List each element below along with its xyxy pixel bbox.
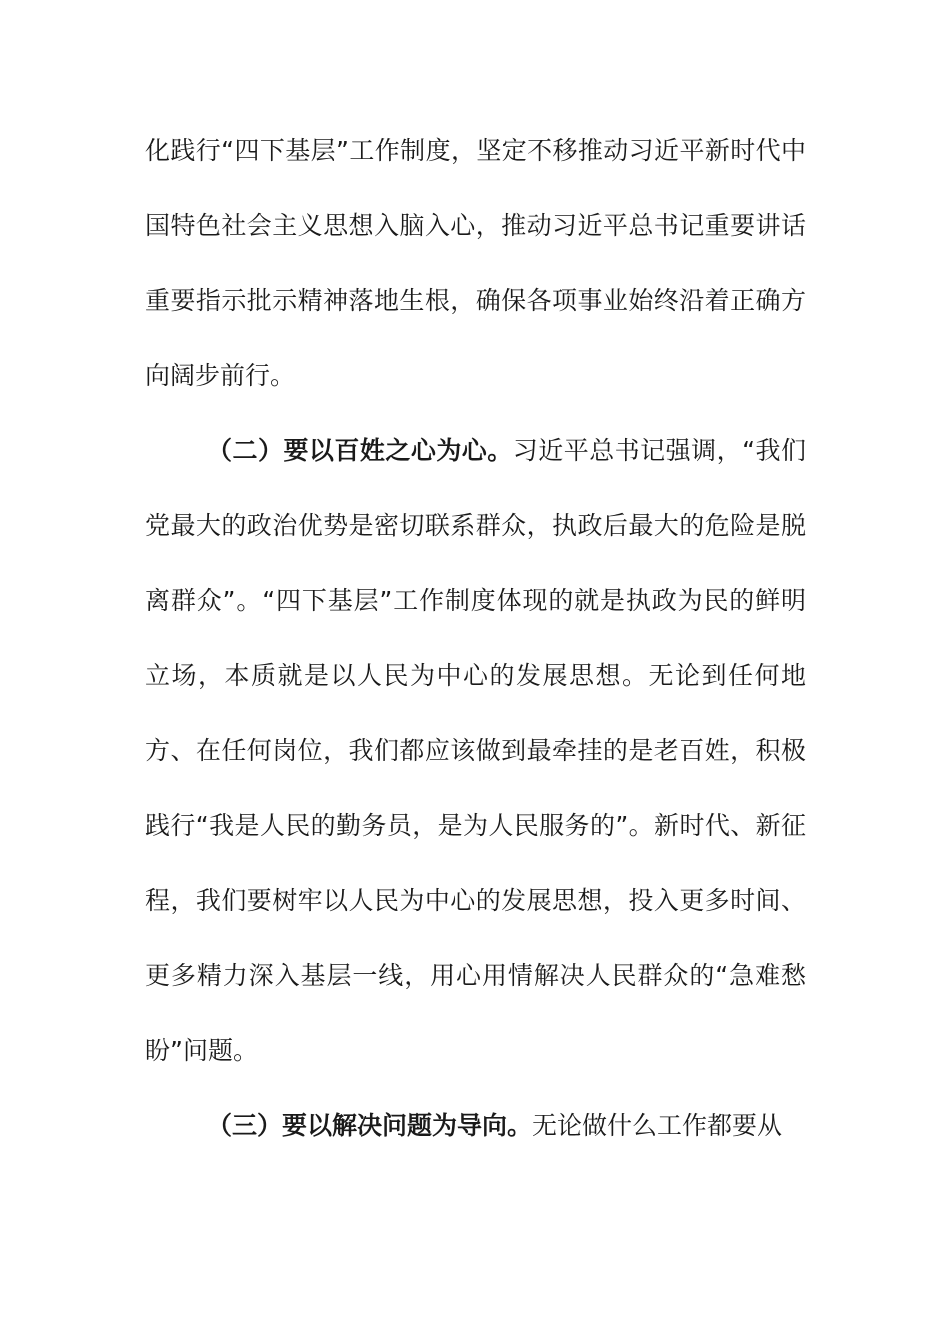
section-heading: （二）要以百姓之心为心。: [207, 436, 513, 465]
paragraph-text: 化践行“四下基层”工作制度，坚定不移推动习近平新时代中国特色社会主义思想入脑入心，推动习近平总书记重要讲话重要指示批示精神落地生根，确保各项事业始终沿着正确方向阔步前行。: [145, 136, 806, 390]
paragraph-continuation: [145, 113, 806, 413]
paragraph-section-2: [145, 413, 806, 1088]
section-heading: （三）要以解决问题为导向。: [207, 1111, 533, 1140]
paragraph-text: 无论做什么工作都要从: [532, 1111, 783, 1140]
document-body: [145, 113, 806, 1163]
paragraph-section-3: [145, 1088, 806, 1163]
paragraph-text: 习近平总书记强调，“我们党最大的政治优势是密切联系群众，执政后最大的危险是脱离群众”。“四下基层”工作制度体现的就是执政为民的鲜明立场，本质就是以人民为中心的发展思想。无论到任何地方、在任何岗位，我们都应该做到最牵挂的是老百姓，积极践行“我是人民的勤务员，是为人民服务的”。新时代、新征程，我们要树牢以人民为中心的发展思想，投入更多时间、更多精力深入基层一线，用心用情解决人民群众的“急难愁盼”问题。: [145, 436, 806, 1065]
